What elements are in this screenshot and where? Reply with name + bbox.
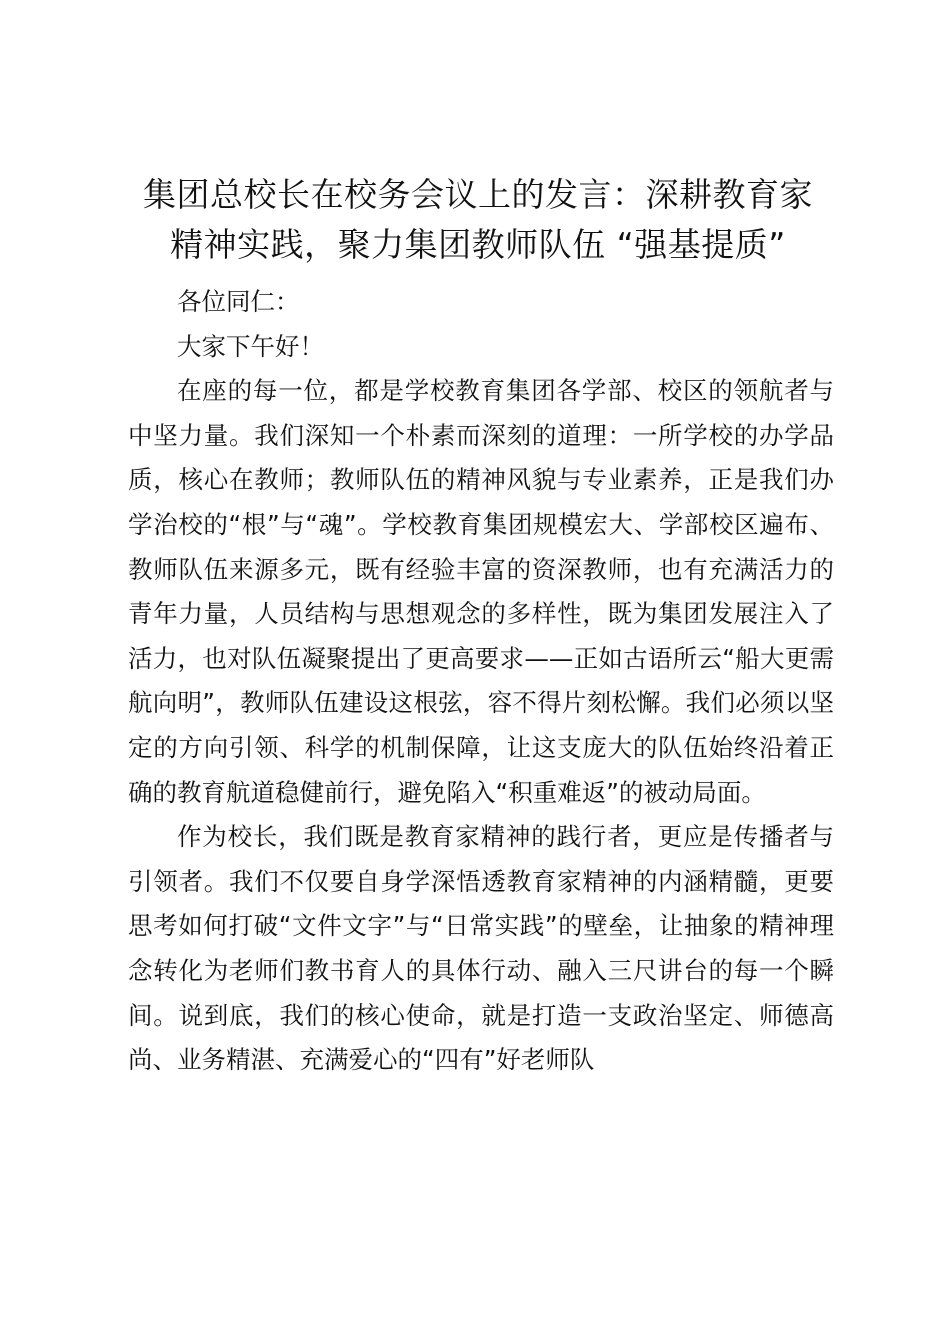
paragraph-2: 作为校长，我们既是教育家精神的践行者，更应是传播者与引领者。我们不仅要自身学深悟透教育家精神的内涵精髓，更要思考如何打破“文件文字”与“日常实践”的壁垒，让抽象的精神理念转化为老师们教书育人的具体行动、融入三尺讲台的每一个瞬间。说到底，我们的核心使命，就是打造一支政治坚定、师德高尚、业务精湛、充满爱心的“四有”好老师队 [128,822,834,1075]
salutation: 各位同仁： [177,287,300,316]
document-title [118,170,838,270]
title-line-2: 精神实践，聚力集团教师队伍 “强基提质” [170,225,786,264]
title-line-1: 集团总校长在校务会议上的发言：深耕教育家 [143,175,813,214]
paragraph-1: 在座的每一位，都是学校教育集团各学部、校区的领航者与中坚力量。我们深知一个朴素而深刻的道理：一所学校的办学品质，核心在教师；教师队伍的精神风貌与专业素养，正是我们办学治校的“根”与“魂”。学校教育集团规模宏大、学部校区遍布、教师队伍来源多元，既有经验丰富的资深教师，也有充满活力的青年力量，人员结构与思想观念的多样性，既为集团发展注入了活力，也对队伍凝聚提出了更高要求——正如古语所云“船大更需航向明”，教师队伍建设这根弦，容不得片刻松懈。我们必须以坚定的方向引领、科学的机制保障，让这支庞大的队伍始终沿着正确的教育航道稳健前行，避免陷入“积重难返”的被动局面。 [128,376,834,807]
greeting: 大家下午好！ [177,331,324,361]
document-body [128,280,834,1083]
